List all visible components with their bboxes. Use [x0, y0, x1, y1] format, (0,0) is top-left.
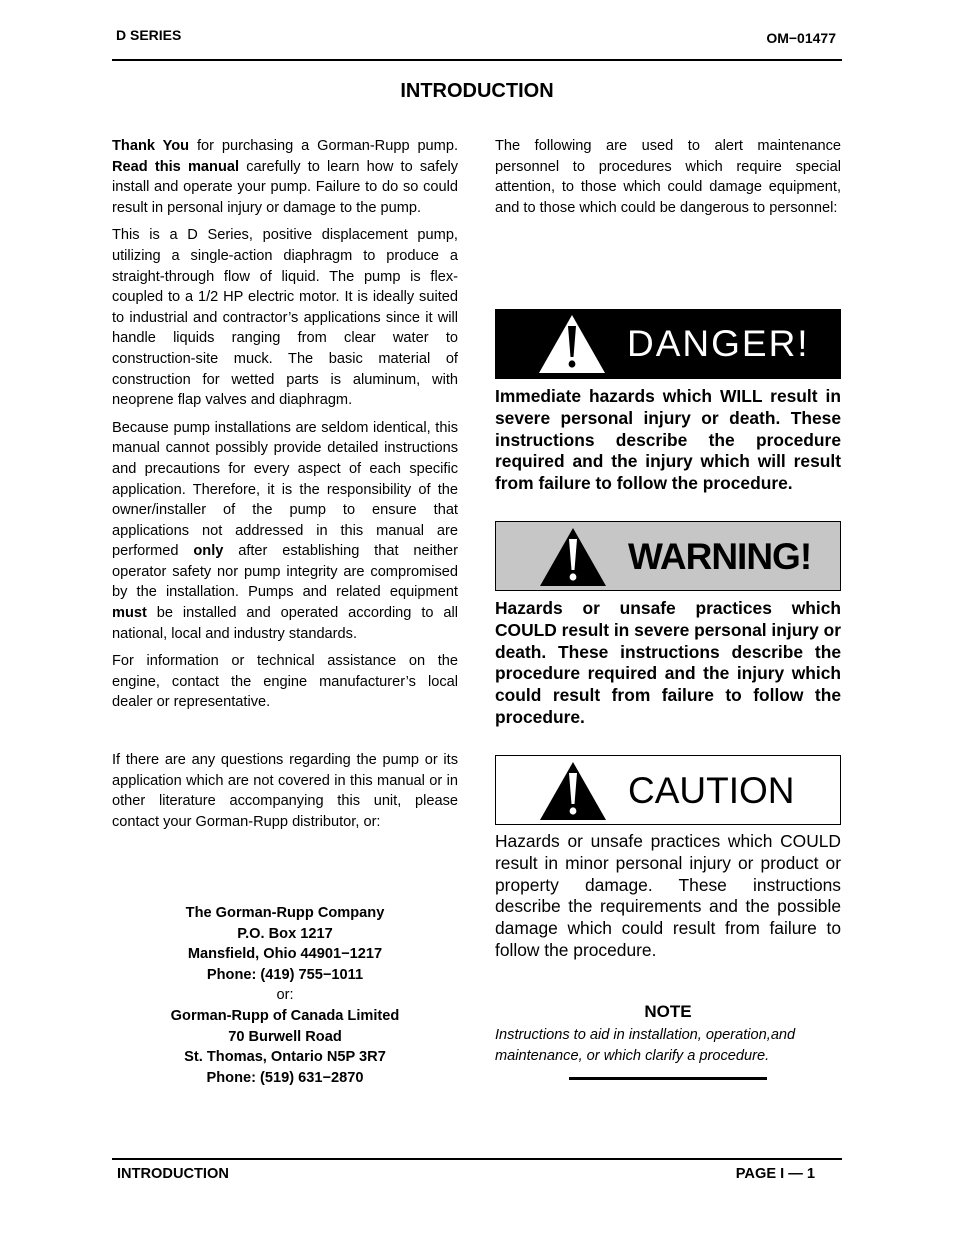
paragraph-technical-assistance: For information or technical assistance on the engine, contact the engine manufacturer’s local dealer or representative.	[112, 653, 458, 711]
text: Because pump installations are seldom identical, this manual cannot possibly provide detailed instructions and precautions for every aspect of each specific application. Therefore, it is the responsibility of the owner/installer of the pump to ensure that applications not addressed in this manual are performed	[112, 419, 458, 560]
warning-label: WARNING!	[628, 536, 812, 577]
text: be installed and operated according to all national, local and industry standards.	[112, 605, 458, 642]
address-or: or:	[276, 987, 294, 1004]
header-doc-number: OM−01477	[766, 30, 836, 46]
header-rule	[112, 59, 842, 61]
note-description: Instructions to aid in installation, operation,and maintenance, or which clarify a procedure.	[495, 1027, 796, 1064]
note-rule	[569, 1077, 767, 1080]
bold-text: must	[112, 605, 147, 622]
danger-label: DANGER!	[627, 323, 810, 364]
warning-triangle-icon	[538, 760, 608, 822]
danger-sign	[495, 309, 841, 379]
contact-address-block	[112, 903, 458, 1088]
caution-description: Hazards or unsafe practices which COULD result in minor personal injury or product or property damage. These instructions describe the requirements and the possible damage which could result from failure to follow the procedure.	[495, 831, 841, 960]
address-us-city: Mansfield, Ohio 44901−1217	[187, 946, 383, 963]
bold-text: Read this manual	[112, 158, 240, 175]
address-canada-city: St. Thomas, Ontario N5P 3R7	[184, 1049, 386, 1066]
address-us-box: P.O. Box 1217	[237, 925, 333, 942]
text: carefully to learn how to safely install and operate your pump. Failure to do so could result in personal injury or damage to the pump.	[112, 158, 459, 216]
address-us-phone: Phone: (419) 755−1011	[206, 966, 364, 983]
warning-description: Hazards or unsafe practices which COULD result in severe personal injury or death. These instructions describe the procedure required and the injury which could result from failure to follow the procedure.	[495, 598, 841, 727]
caution-label: CAUTION	[628, 770, 795, 811]
address-canada-company: Gorman-Rupp of Canada Limited	[170, 1007, 400, 1024]
footer-section: INTRODUCTION	[117, 1166, 229, 1182]
note-label: NOTE	[644, 1002, 692, 1021]
paragraph-questions: If there are any questions regarding the pump or its application which are not covered in this manual or in other literature accompanying this unit, please contact your Gorman-Rupp distributor, or:	[112, 752, 458, 830]
caution-sign	[495, 755, 841, 825]
paragraph-pump-description: This is a D Series, positive displacement pump, utilizing a single-action diaphragm to produce a straight-through flow of liquid. The pump is flex-coupled to a 1/2 HP electric motor. It is ideally suited to industrial and contractor’s applications since it will handle liquids ranging from clear water to construction-site muck. The basic material of construction for wetted parts is aluminum, with neoprene flap valves and diaphragm.	[112, 227, 458, 409]
left-column	[112, 136, 458, 839]
bold-text: Thank You	[112, 138, 190, 154]
alert-intro-paragraph: The following are used to alert maintenance personnel to procedures which require special attention, to those which could damage equipment, and to those which could be dangerous to personnel:	[495, 138, 841, 216]
paragraph-thank-you	[112, 136, 458, 218]
warning-triangle-icon	[537, 313, 607, 375]
address-us-company: The Gorman-Rupp Company	[185, 905, 385, 921]
footer-page-number: PAGE I — 1	[735, 1166, 815, 1182]
page-title: INTRODUCTION	[400, 80, 554, 102]
text: after establishing that neither operator safety nor pump integrity are compromised by the installation. Pumps and related equipment	[112, 543, 458, 601]
address-canada-phone: Phone: (519) 631−2870	[206, 1069, 364, 1086]
paragraph-installations	[112, 418, 458, 645]
warning-triangle-icon	[538, 526, 608, 588]
address-canada-street: 70 Burwell Road	[228, 1028, 342, 1045]
bold-text: only	[193, 543, 224, 560]
warning-sign	[495, 521, 841, 591]
footer-rule	[112, 1158, 842, 1160]
text: for purchasing a Gorman-Rupp pump.	[189, 138, 459, 154]
danger-description: Immediate hazards which WILL result in severe personal injury or death. These instructions describe the procedure required and the injury which will result from failure to follow the procedure.	[495, 386, 841, 494]
header-series: D SERIES	[116, 27, 182, 43]
